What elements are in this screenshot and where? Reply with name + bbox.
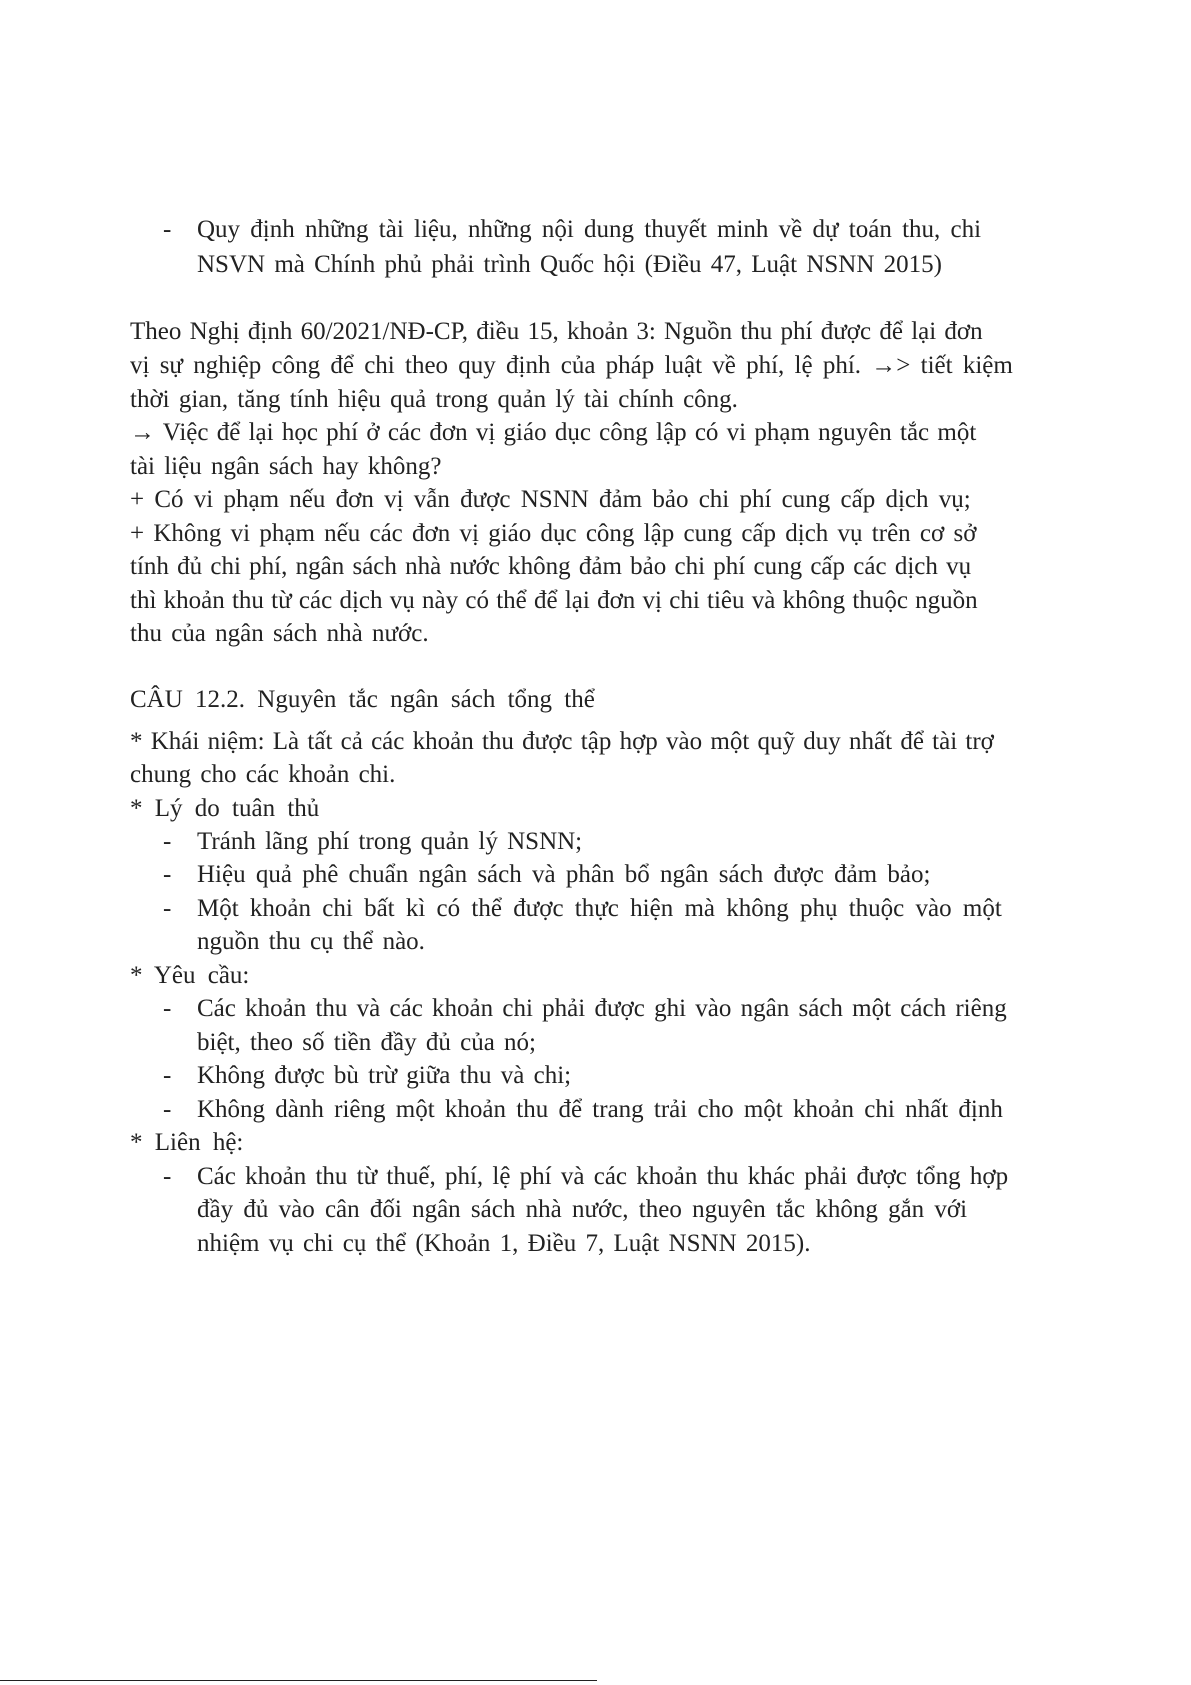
line-text: Không dành riêng một khoản thu để trang trải cho một khoản chi nhất định (197, 1096, 1003, 1123)
line-text: Tránh lãng phí trong quản lý NSNN; (197, 828, 583, 855)
text-line (130, 760, 395, 790)
line-text: Quy định những tài liệu, những nội dung thuyết minh về dự toán thu, chi (197, 216, 982, 243)
line-text: → Việc để lại học phí ở các đơn vị giáo dục công lập có vi phạm nguyên tắc một (130, 419, 977, 446)
line-text: Các khoản thu và các khoản chi phải được ghi vào ngân sách một cách riêng (197, 995, 1007, 1022)
list-marker: - (163, 895, 172, 922)
line-text: Hiệu quả phê chuẩn ngân sách và phân bổ ngân sách được đảm bảo; (197, 861, 931, 888)
text-line (130, 586, 978, 616)
line-text: tài liệu ngân sách hay không? (130, 453, 442, 480)
line-text: * Lý do tuân thủ (130, 795, 320, 822)
text-line (197, 1195, 967, 1225)
line-text: tính đủ chi phí, ngân sách nhà nước không đảm bảo chi phí cung cấp các dịch vụ (130, 553, 972, 580)
text-line (130, 385, 738, 415)
text-line (130, 619, 429, 649)
text-line (130, 1128, 243, 1158)
text-line (130, 794, 319, 824)
list-marker: - (163, 828, 172, 855)
text-line (130, 519, 976, 549)
text-line (130, 727, 994, 757)
line-text: Không được bù trừ giữa thu và chi; (197, 1062, 572, 1089)
line-text: * Khái niệm: Là tất cả các khoản thu được tập hợp vào một quỹ duy nhất để tài trợ (130, 728, 994, 755)
line-text: * Liên hệ: (130, 1129, 244, 1156)
text-line (197, 927, 425, 957)
heading-text: CÂU 12.2. Nguyên tắc ngân sách tổng thể (130, 686, 595, 713)
text-line (130, 961, 249, 991)
line-text: Một khoản chi bất kì có thể được thực hiện mà không phụ thuộc vào một (197, 895, 1002, 922)
list-marker: - (163, 995, 172, 1022)
text-line (130, 418, 976, 448)
line-text: đầy đủ vào cân đối ngân sách nhà nước, theo nguyên tắc không gắn với (197, 1196, 968, 1223)
text-line (130, 351, 1013, 381)
line-text: * Yêu cầu: (130, 962, 250, 989)
list-marker: - (163, 1062, 172, 1089)
text-line (197, 1028, 536, 1058)
list-marker: - (163, 1096, 172, 1123)
list-marker: - (163, 1163, 172, 1190)
line-text: Các khoản thu từ thuế, phí, lệ phí và các khoản thu khác phải được tổng hợp (197, 1163, 1009, 1190)
line-text: vị sự nghiệp công để chi theo quy định của pháp luật về phí, lệ phí. →> tiết kiệm (130, 352, 1013, 379)
list-marker: - (163, 861, 172, 888)
line-text: NSVN mà Chính phủ phải trình Quốc hội (Điều 47, Luật NSNN 2015) (197, 251, 942, 278)
line-text: thu của ngân sách nhà nước. (130, 620, 429, 647)
text-line (130, 552, 971, 582)
line-text: Theo Nghị định 60/2021/NĐ-CP, điều 15, khoản 3: Nguồn thu phí được để lại đơn (130, 318, 983, 345)
text-line (130, 317, 983, 347)
list-marker: - (163, 216, 172, 243)
line-text: nhiệm vụ chi cụ thể (Khoản 1, Điều 7, Luật NSNN 2015). (197, 1230, 811, 1257)
line-text: + Không vi phạm nếu các đơn vị giáo dục công lập cung cấp dịch vụ trên cơ sở (130, 520, 977, 547)
text-line (197, 1229, 810, 1259)
line-text: thời gian, tăng tính hiệu quả trong quản lý tài chính công. (130, 386, 738, 413)
line-text: nguồn thu cụ thể nào. (197, 928, 425, 955)
line-text: + Có vi phạm nếu đơn vị vẫn được NSNN đảm bảo chi phí cung cấp dịch vụ; (130, 486, 971, 513)
line-text: chung cho các khoản chi. (130, 761, 396, 788)
text-line (197, 250, 942, 280)
line-text: thì khoản thu từ các dịch vụ này có thể để lại đơn vị chi tiêu và không thuộc nguồn (130, 587, 978, 614)
footnote-separator (0, 1680, 597, 1681)
section-heading (130, 685, 595, 715)
text-line (130, 485, 971, 515)
line-text: biệt, theo số tiền đầy đủ của nó; (197, 1029, 536, 1056)
text-line (130, 452, 441, 482)
